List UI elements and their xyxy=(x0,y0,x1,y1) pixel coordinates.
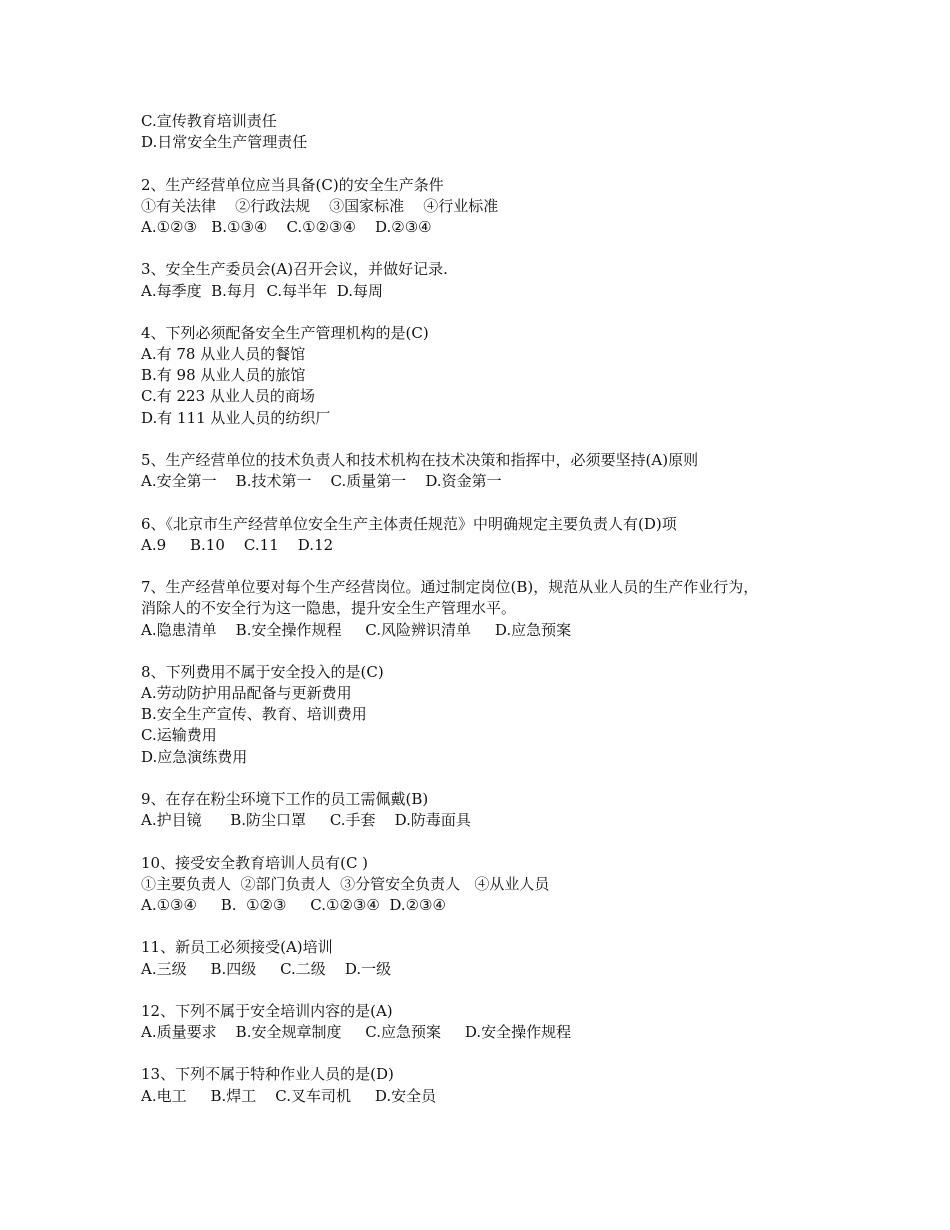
question-text: 13、下列不属于特种作业人员的是(D) xyxy=(141,1065,394,1084)
option-line: A.9 B.10 C.11 D.12 xyxy=(141,535,334,554)
question-6 xyxy=(141,514,831,556)
question-3 xyxy=(141,259,831,301)
option-line: A.安全第一 B.技术第一 C.质量第一 D.资金第一 xyxy=(141,472,502,491)
question-text: 3、安全生产委员会(A)召开会议，并做好记录. xyxy=(141,260,448,279)
question-text: 6、《北京市生产经营单位安全生产主体责任规范》中明确规定主要负责人有(D)项 xyxy=(141,514,677,533)
question-10 xyxy=(141,853,831,917)
option-line: A.①②③ B.①③④ C.①②③④ D.②③④ xyxy=(141,217,432,236)
question-text: 5、生产经营单位的技术负责人和技术机构在技术决策和指挥中，必须要坚持(A)原则 xyxy=(141,451,699,469)
lead-line: C.宣传教育培训责任 xyxy=(141,112,277,130)
question-5 xyxy=(141,450,831,492)
question-text: 4、下列必须配备安全生产管理机构的是(C) xyxy=(141,323,429,342)
question-text: 2、生产经营单位应当具备(C)的安全生产条件 xyxy=(141,175,444,194)
option-line: B.安全生产宣传、教育、培训费用 xyxy=(141,705,367,724)
question-9 xyxy=(141,789,831,831)
question-text: 消除人的不安全行为这一隐患，提升安全生产管理水平。 xyxy=(141,599,517,618)
option-line: A.劳动防护用品配备与更新费用 xyxy=(141,684,352,703)
question-7 xyxy=(141,577,831,641)
lead-block xyxy=(141,111,831,153)
question-13 xyxy=(141,1064,831,1106)
question-text: 11、新员工必须接受(A)培训 xyxy=(141,938,333,957)
option-line: A.有 78 从业人员的餐馆 xyxy=(141,345,306,364)
question-text: 9、在存在粉尘环境下工作的员工需佩戴(B) xyxy=(141,790,429,808)
option-line: A.①③④ B. ①②③ C.①②③④ D.②③④ xyxy=(141,895,446,914)
question-list xyxy=(141,111,831,1128)
question-text: 8、下列费用不属于安全投入的是(C) xyxy=(141,662,384,681)
question-8 xyxy=(141,662,831,768)
question-text: 7、生产经营单位要对每个生产经营岗位。通过制定岗位(B)，规范从业人员的生产作业行为， xyxy=(141,578,759,597)
question-11 xyxy=(141,937,831,979)
question-12 xyxy=(141,1001,831,1043)
option-line: B.有 98 从业人员的旅馆 xyxy=(141,366,306,385)
option-line: A.每季度 B.每月 C.每半年 D.每周 xyxy=(141,281,383,300)
question-text: 10、接受安全教育培训人员有(C ) xyxy=(141,853,369,872)
option-line: A.三级 B.四级 C.二级 D.一级 xyxy=(141,959,392,978)
option-line: C.有 223 从业人员的商场 xyxy=(141,387,315,406)
option-line: A.质量要求 B.安全规章制度 C.应急预案 D.安全操作规程 xyxy=(141,1023,572,1042)
question-text: 12、下列不属于安全培训内容的是(A) xyxy=(141,1001,393,1020)
option-line: A.护目镜 B.防尘口罩 C.手套 D.防毒面具 xyxy=(141,811,471,830)
option-line: ①有关法律 ②行政法规 ③国家标准 ④行业标准 xyxy=(141,196,499,215)
option-line: C.运输费用 xyxy=(141,726,217,745)
lead-line: D.日常安全生产管理责任 xyxy=(141,133,308,152)
question-2 xyxy=(141,175,831,239)
option-line: ①主要负责人 ②部门负责人 ③分管安全负责人 ④从业人员 xyxy=(141,874,550,893)
option-line: A.隐患清单 B.安全操作规程 C.风险辨识清单 D.应急预案 xyxy=(141,620,572,639)
option-line: A.电工 B.焊工 C.叉车司机 D.安全员 xyxy=(141,1086,437,1105)
option-line: D.应急演练费用 xyxy=(141,747,248,766)
option-line: D.有 111 从业人员的纺织厂 xyxy=(141,408,331,427)
question-4 xyxy=(141,323,831,429)
